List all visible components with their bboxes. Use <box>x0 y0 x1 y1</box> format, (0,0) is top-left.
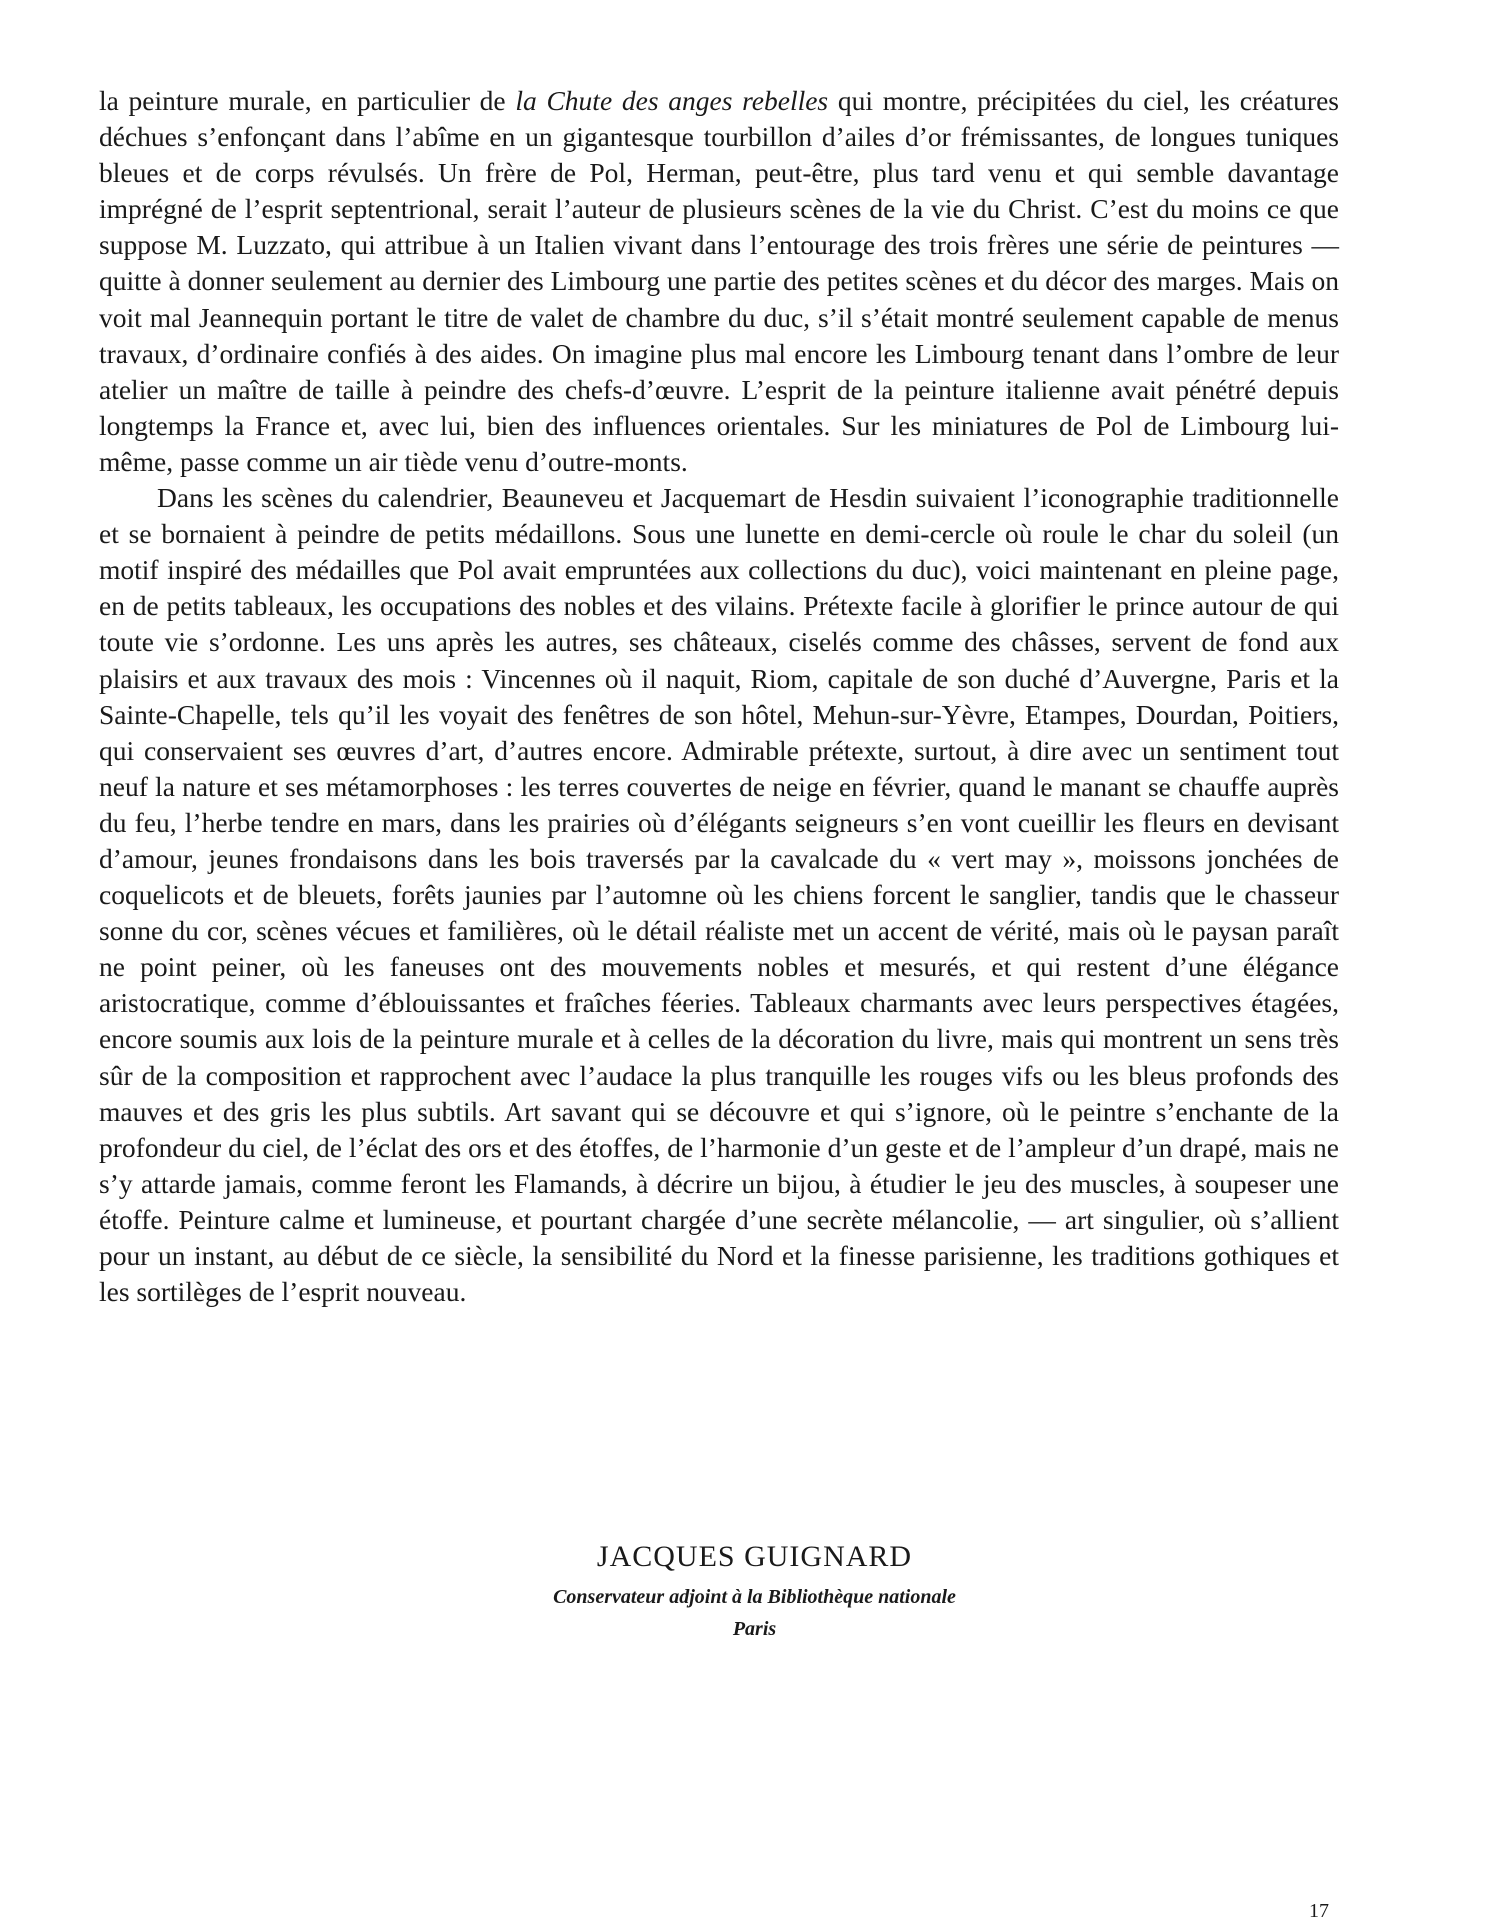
paragraph-1-body: qui montre, précipitées du ciel, les créatures déchues s’enfonçant dans l’abîme en un gigantesque tourbillon d’ailes d’or frémissantes, de longues tuniques bleues et de corps révulsés. Un frère de Pol, Herman, peut-être, plus tard venu et qui semble davantage imprégné de l’esprit septentrional, serait l’auteur de plusieurs scènes de la vie du Christ. C’est du moins ce que suppose M. Luzzato, qui attribue à un Italien vivant dans l’entourage des trois frères une série de peintures — quitte à donner seulement au dernier des Limbourg une partie des petites scènes et du décor des marges. Mais on voit mal Jeannequin portant le titre de valet de chambre du duc, s’il s’était montré seulement capable de menus travaux, d’ordinaire confiés à des aides. On imagine plus mal encore les Limbourg tenant dans l’ombre de leur atelier un maître de taille à peindre des chefs-d’œuvre. L’esprit de la peinture italienne avait pénétré depuis longtemps la France et, avec lui, bien des influences orientales. Sur les miniatures de Pol de Limbourg lui-même, passe comme un air tiède venu d’outre-monts. <box>99 85 1339 477</box>
author-city: Paris <box>732 1618 777 1640</box>
author-title: Conservateur adjoint à la Bibliothèque nationale <box>553 1586 956 1608</box>
paragraph-1 <box>99 83 1339 480</box>
body-text <box>99 83 1339 1310</box>
paragraph-2: Dans les scènes du calendrier, Beauneveu et Jacquemart de Hesdin suivaient l’iconographie traditionnelle et se bornaient à peindre de petits médaillons. Sous une lunette en demi-cercle où roule le char du soleil (un motif inspiré des médailles que Pol avait empruntées aux collections du duc), voici maintenant en pleine page, en de petits tableaux, les occupations des nobles et des vilains. Prétexte facile à glorifier le prince autour de qui toute vie s’ordonne. Les uns après les autres, ses châteaux, ciselés comme des châsses, servent de fond aux plaisirs et aux travaux des mois : Vincennes où il naquit, Riom, capitale de son duché d’Auvergne, Paris et la Sainte-Chapelle, tels qu’il les voyait des fenêtres de son hôtel, Mehun-sur-Yèvre, Etampes, Dourdan, Poitiers, qui conservaient ses œuvres d’art, d’autres encore. Admirable prétexte, surtout, à dire avec un sentiment tout neuf la nature et ses métamorphoses : les terres couvertes de neige en février, quand le manant se chauffe auprès du feu, l’herbe tendre en mars, dans les prairies où d’élégants seigneurs s’en vont cueillir les fleurs en devisant d’amour, jeunes frondaisons dans les bois traversés par la cavalcade du « vert may », moissons jonchées de coquelicots et de bleuets, forêts jaunies par l’automne où les chiens forcent le sanglier, tandis que le chasseur sonne du cor, scènes vécues et familières, où le détail réaliste met un accent de vérité, mais où le paysan paraît ne point peiner, où les faneuses ont des mouvements nobles et mesurés, et qui restent d’une élégance aristocratique, comme d’éblouissantes et fraîches féeries. Tableaux charmants avec leurs perspectives étagées, encore soumis aux lois de la peinture murale et à celles de la décoration du livre, mais qui montrent un sens très sûr de la composition et rapprochent avec l’audace la plus tranquille les rouges vifs ou les bleus profonds des mauves et des gris les plus subtils. Art savant qui se découvre et qui s’ignore, où le peintre s’enchante de la profondeur du ciel, de l’éclat des ors et des étoffes, de l’harmonie d’un geste et de l’ampleur d’un drapé, mais ne s’y attarde jamais, comme feront les Flamands, à décrire un bijou, à étudier le jeu des muscles, à soupeser une étoffe. Peinture calme et lumineuse, et pourtant chargée d’une secrète mélancolie, — art singulier, où s’allient pour un instant, au début de ce siècle, la sensibilité du Nord et la finesse parisienne, les traditions gothiques et les sortilèges de l’esprit nouveau. <box>99 482 1339 1308</box>
page-number: 17 <box>1309 1900 1329 1922</box>
paragraph-1-lead: la peinture murale, en particulier de <box>99 85 516 116</box>
artwork-title: la Chute des anges rebelles <box>515 85 829 116</box>
author-name: JACQUES GUIGNARD <box>596 1540 913 1573</box>
